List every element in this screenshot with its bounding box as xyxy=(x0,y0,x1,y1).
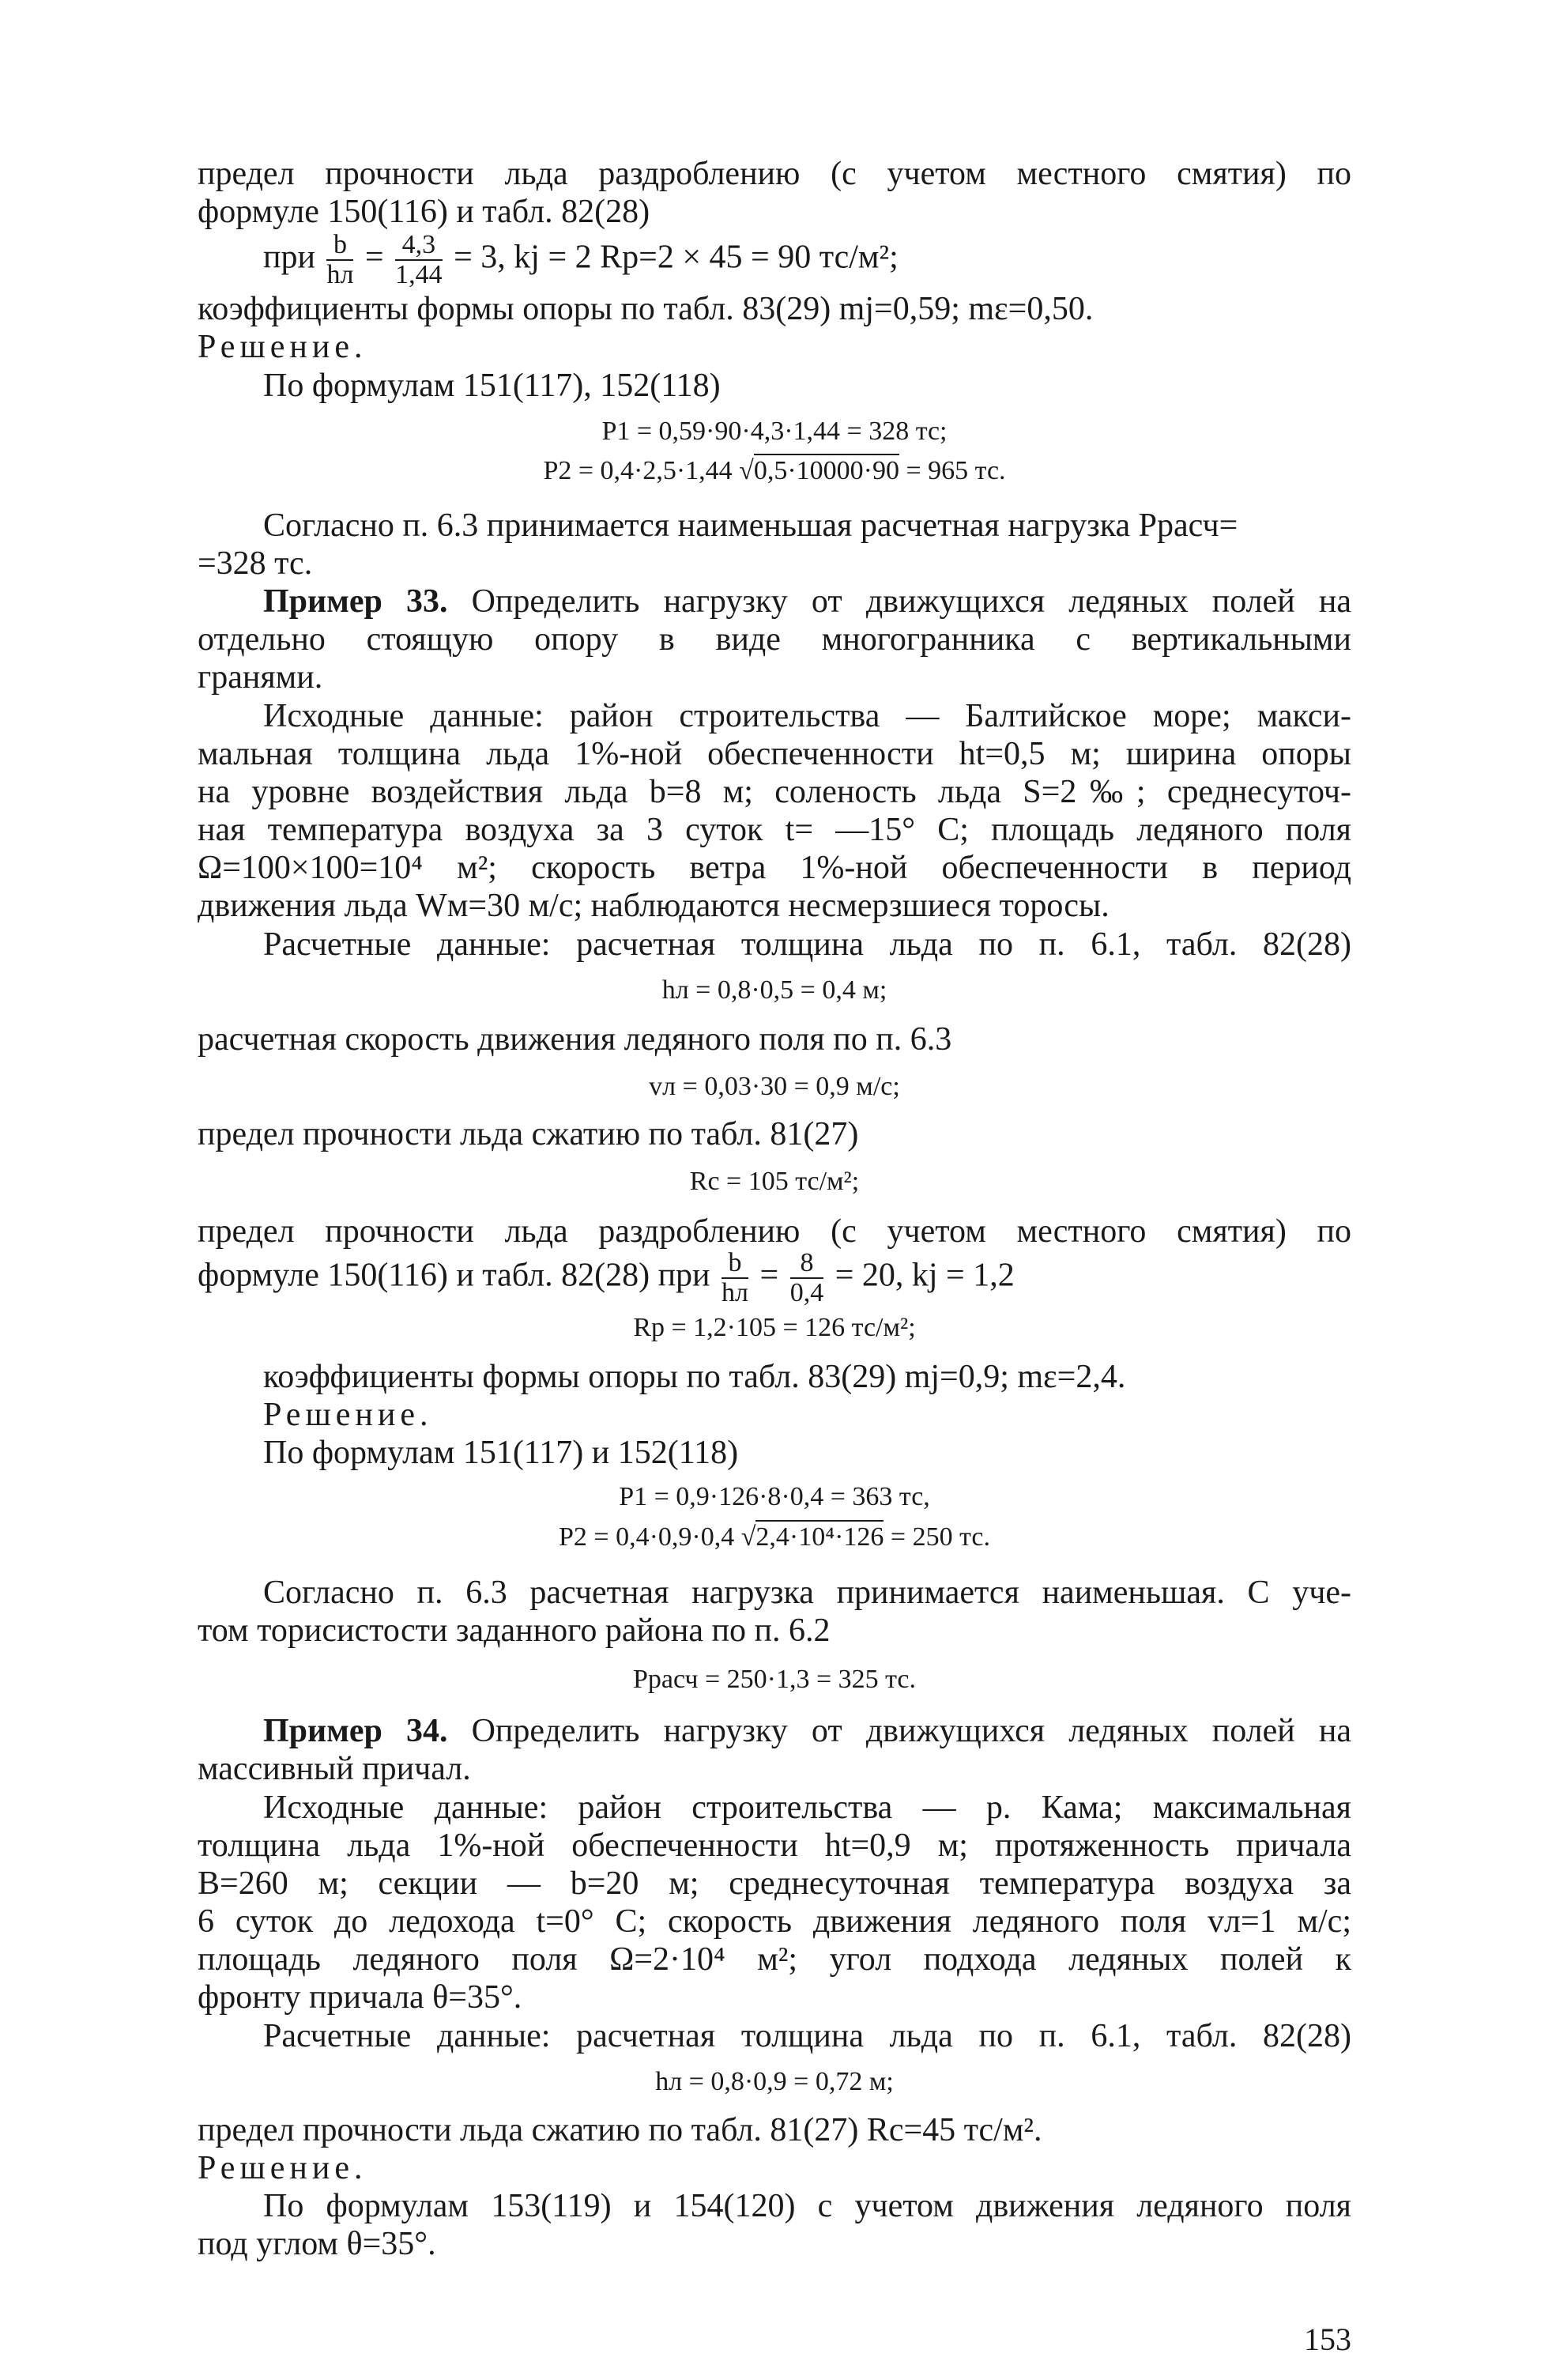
formula-line: hл = 0,8·0,5 = 0,4 м; xyxy=(661,975,887,1005)
fraction xyxy=(790,1249,824,1307)
text-line: фронту причала θ=35°. xyxy=(198,1979,522,2016)
text-line: формуле 150(116) и табл. 82(28) xyxy=(198,194,650,230)
text-line: По формулам 151(117) и 152(118) xyxy=(263,1435,739,1471)
formula-line: vл = 0,03·30 = 0,9 м/с; xyxy=(649,1072,900,1101)
formula-text: P2 = 0,4·0,9·0,4 xyxy=(559,1522,735,1552)
example-heading: Пример 33. xyxy=(263,583,448,620)
formula-text: = 3, kj = 2 Rр=2 × 45 = 90 тс/м²; xyxy=(454,239,899,276)
formula-line: Rс = 105 тс/м²; xyxy=(689,1167,860,1196)
text-line: 6 суток до ледохода t=0° С; скорость движения ледяного поля vл=1 м/с; xyxy=(198,1903,1351,1940)
section-heading: Решение. xyxy=(198,329,367,365)
radicand: 2,4·10⁴·126 xyxy=(755,1520,884,1552)
formula-line: P1 = 0,59·90·4,3·1,44 = 328 тс; xyxy=(601,417,948,446)
formula-line: hл = 0,8·0,9 = 0,72 м; xyxy=(655,2067,894,2096)
formula-text: = 250 тс. xyxy=(890,1522,990,1552)
text-line: на уровне воздействия льда b=8 м; соленость льда S=2‰; среднесуточ- xyxy=(198,774,1351,810)
page-number: 153 xyxy=(1304,2322,1351,2357)
formula-line: Rр = 1,2·105 = 126 тс/м²; xyxy=(633,1313,916,1342)
text-line: том торисистости заданного района по п. 6.2 xyxy=(198,1612,831,1649)
text-line: отдельно стоящую опору в виде многогранника с вертикальными xyxy=(198,621,1351,658)
formula-line: P1 = 0,9·126·8·0,4 = 363 тс, xyxy=(619,1482,930,1511)
formula-line xyxy=(198,451,1351,491)
text-line: предел прочности льда сжатию по табл. 81(27) xyxy=(198,1116,859,1152)
formula-line xyxy=(263,231,1351,289)
text-line: расчетная скорость движения ледяного поля по п. 6.3 xyxy=(198,1021,952,1058)
formula-line: Pрасч = 250·1,3 = 325 тс. xyxy=(632,1665,917,1694)
fraction xyxy=(395,231,443,289)
formula-text: = 965 тс. xyxy=(906,456,1006,485)
equals-sign: = xyxy=(364,239,384,276)
formula-line xyxy=(198,1518,1351,1557)
section-heading: Решение. xyxy=(198,2150,367,2186)
text-line: площадь ледяного поля Ω=2·10⁴ м²; угол подхода ледяных полей к xyxy=(198,1941,1351,1978)
text-line: =328 тс. xyxy=(198,545,313,582)
fraction-numerator: b xyxy=(326,231,353,261)
text-line: массивный причал. xyxy=(198,1751,471,1787)
text-fragment: Определить нагрузку от движущихся ледяных полей на xyxy=(471,583,1351,620)
text-line: Расчетные данные: расчетная толщина льда по п. 6.1, табл. 82(28) xyxy=(263,2018,1351,2054)
fraction-denominator: 0,4 xyxy=(789,1277,824,1307)
text-line xyxy=(263,1711,1351,1751)
text-line: Ω=100×100=10⁴ м²; скорость ветра 1%-ной обеспеченности в период xyxy=(198,850,1351,886)
text-line: По формулам 151(117), 152(118) xyxy=(263,368,721,404)
text-line: движения льда Wм=30 м/с; наблюдаются несмерзшиеся торосы. xyxy=(198,888,1110,924)
fraction xyxy=(722,1249,748,1307)
text-line: ная температура воздуха за 3 суток t= —15° С; площадь ледяного поля xyxy=(198,812,1351,848)
sqrt-sign: √ xyxy=(739,456,754,485)
text-line: B=260 м; секции — b=20 м; среднесуточная температура воздуха за xyxy=(198,1865,1351,1902)
text-line: По формулам 153(119) и 154(120) с учетом движения ледяного поля xyxy=(263,2188,1351,2224)
example-heading: Пример 34. xyxy=(263,1713,448,1749)
text-line: гранями. xyxy=(198,659,323,696)
text-line: мальная толщина льда 1%-ной обеспеченности ht=0,5 м; ширина опоры xyxy=(198,736,1351,772)
formula-text: = 20, kj = 1,2 xyxy=(835,1257,1015,1294)
fraction-denominator: 1,44 xyxy=(395,259,443,289)
text-line: предел прочности льда раздроблению (с учетом местного смятия) по xyxy=(198,156,1351,192)
text-line: предел прочности льда раздроблению (с учетом местного смятия) по xyxy=(198,1213,1351,1250)
section-heading: Решение. xyxy=(263,1397,433,1433)
text-line xyxy=(263,582,1351,621)
fraction-denominator: hл xyxy=(722,1277,748,1307)
formula-line xyxy=(198,1249,1351,1307)
text-line: под углом θ=35°. xyxy=(198,2226,436,2262)
text-fragment: Определить нагрузку от движущихся ледяных полей на xyxy=(471,1713,1351,1749)
text-line: коэффициенты формы опоры по табл. 83(29) mj=0,9; mε=2,4. xyxy=(263,1359,1126,1395)
text-line: Согласно п. 6.3 принимается наименьшая расчетная нагрузка Pрасч= xyxy=(263,507,1238,544)
text-line: предел прочности льда сжатию по табл. 81(27) Rс=45 тс/м². xyxy=(198,2112,1042,2148)
text-line: Расчетные данные: расчетная толщина льда по п. 6.1, табл. 82(28) xyxy=(263,926,1351,963)
text-fragment: формуле 150(116) и табл. 82(28) при xyxy=(198,1257,710,1294)
fraction-numerator: 4,3 xyxy=(395,231,443,261)
fraction-numerator: b xyxy=(722,1249,748,1279)
fraction-numerator: 8 xyxy=(790,1249,824,1279)
equals-sign: = xyxy=(759,1257,779,1294)
fraction-denominator: hл xyxy=(326,259,354,289)
text-line: толщина льда 1%-ной обеспеченности ht=0,9 м; протяженность причала xyxy=(198,1827,1351,1864)
text-fragment: при xyxy=(263,239,315,276)
text-line: Согласно п. 6.3 расчетная нагрузка принимается наименьшая. С уче- xyxy=(263,1575,1351,1611)
fraction xyxy=(326,231,353,289)
formula-text: P2 = 0,4·2,5·1,44 xyxy=(543,456,733,485)
text-line: коэффициенты формы опоры по табл. 83(29) mj=0,59; mε=0,50. xyxy=(198,291,1094,327)
sqrt-sign: √ xyxy=(740,1522,756,1552)
text-line: Исходные данные: район строительства — р. Кама; максимальная xyxy=(263,1790,1351,1826)
radicand: 0,5·10000·90 xyxy=(754,454,899,485)
text-line: Исходные данные: район строительства — Балтийское море; макси- xyxy=(263,698,1351,734)
